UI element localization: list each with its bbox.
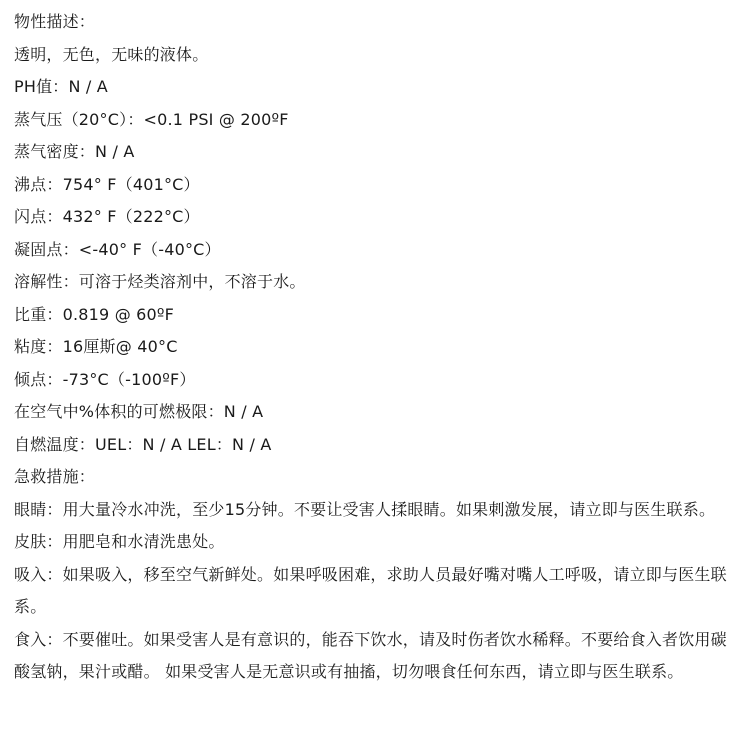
- pour-point-line: 倾点：-73°C（-100ºF）: [14, 369, 196, 389]
- inhalation-paragraph: 吸入：如果吸入，移至空气新鲜处。如果呼吸困难，求助人员最好嘴对嘴人工呼吸，请立即与医生联系。: [14, 564, 727, 616]
- autoignition-line: 自燃温度：UEL：N / A LEL：N / A: [14, 434, 272, 454]
- msds-document: [14, 6, 740, 689]
- vapor-pressure-line: 蒸气压（20°C）：<0.1 PSI @ 200ºF: [14, 109, 289, 129]
- skin-line: 皮肤：用肥皂和水清洗患处。: [14, 532, 225, 551]
- specific-gravity-line: 比重：0.819 @ 60ºF: [14, 304, 175, 324]
- ph-line: PH值：N / A: [14, 77, 108, 96]
- solubility-line: 溶解性：可溶于烃类溶剂中，不溶于水。: [14, 272, 306, 291]
- flammability-limits-line: 在空气中%体积的可燃极限：N / A: [14, 402, 264, 421]
- ingestion-paragraph: 食入：不要催吐。如果受害人是有意识的，能吞下饮水，请及时伤者饮水稀释。不要给食入者饮用碳酸氢钠，果汁或醋。 如果受害人是无意识或有抽搐，切勿喂食任何东西，请立即与医生联系。: [14, 629, 727, 681]
- properties-heading: 物性描述：: [14, 12, 96, 31]
- viscosity-line: 粘度：16厘斯@ 40°C: [14, 337, 178, 356]
- flash-point-line: 闪点：432° F（222°C）: [14, 207, 200, 226]
- eyes-line: 眼睛：用大量冷水冲洗，至少15分钟。不要让受害人揉眼睛。如果刺激发展，请立即与医生联系。: [14, 499, 716, 519]
- freezing-point-line: 凝固点：<-40° F（-40°C）: [14, 239, 221, 259]
- vapor-density-line: 蒸气密度：N / A: [14, 142, 135, 161]
- first-aid-heading: 急救措施：: [14, 467, 96, 486]
- description-line: 透明，无色，无味的液体。: [14, 44, 209, 64]
- boiling-point-line: 沸点：754° F（401°C）: [14, 174, 200, 194]
